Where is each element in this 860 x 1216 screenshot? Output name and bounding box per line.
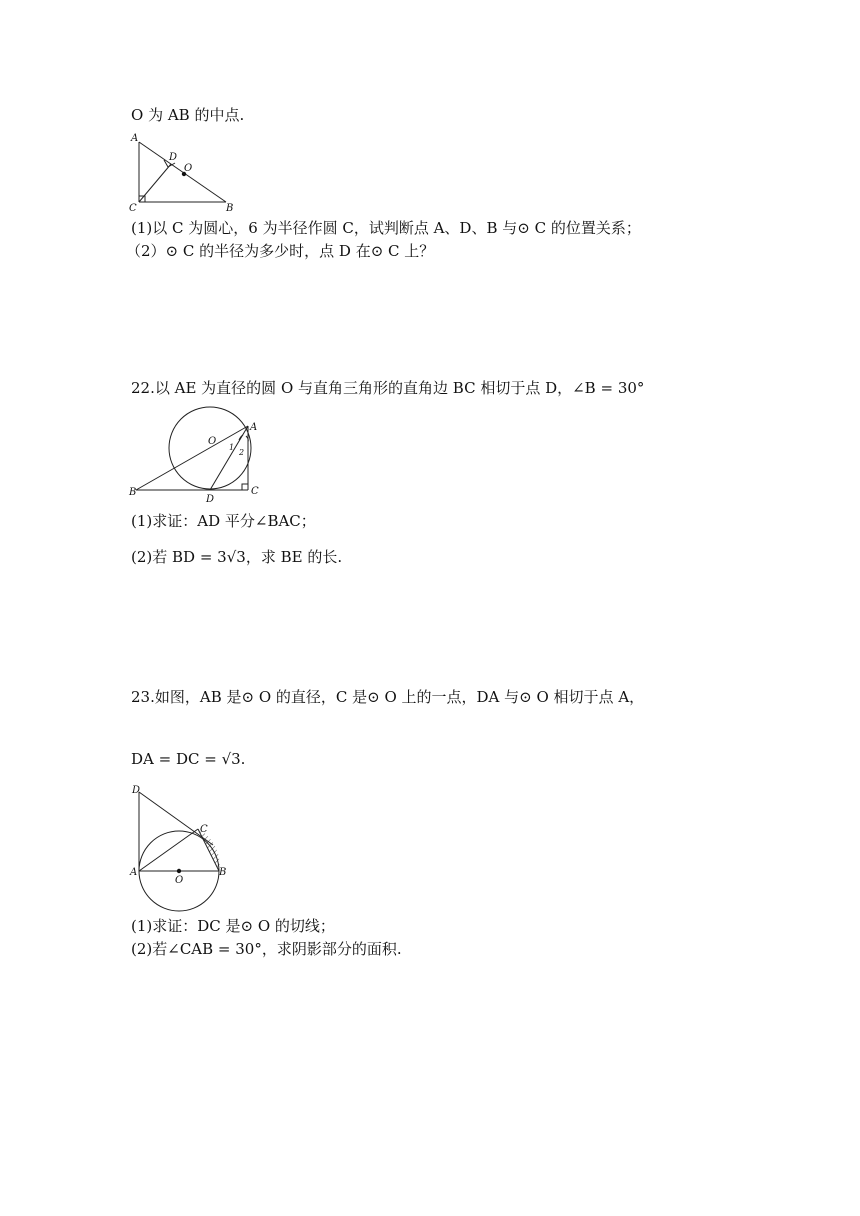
q22-figure [126,406,276,504]
q22-part2: (2)若 BD = 3√3，求 BE 的长. [131,548,343,566]
q23-label-b: B [219,867,227,878]
q23-part1: (1)求证：DC 是⊙ O 的切线； [131,917,335,935]
q22-hypotenuse-ba [136,426,248,490]
q22-stem: 22.以 AE 为直径的圆 O 与直角三角形的直角边 BC 相切于点 D，∠B = 30° [131,379,645,397]
q21-label-o: O [184,163,193,174]
q21-hypotenuse-ab [139,142,226,202]
q22-label-c: C [251,486,259,497]
q23-stem-line1: 23.如图，AB 是⊙ O 的直径，C 是⊙ O 上的一点，DA 与⊙ O 相切于点 A， [131,688,645,706]
q22-label-a: A [250,422,258,433]
q21-part1: (1)以 C 为圆心，6 为半径作圆 C，试判断点 A、D、B 与⊙ C 的位置关系； [131,219,641,237]
q23-label-c: C [200,824,208,835]
q21-part2: （2）⊙ C 的半径为多少时，点 D 在⊙ C 上？ [126,242,435,260]
q23-part2: (2)若∠CAB = 30°，求阴影部分的面积. [131,940,402,958]
q22-angle1-arc [239,435,243,440]
q22-label-o: O [208,436,217,447]
q22-label-angle2: 2 [239,448,245,457]
q23-label-d: D [132,785,141,796]
q22-label-angle1: 1 [229,443,235,452]
q23-center-o [177,869,181,873]
q23-stem-line2: DA = DC = √3. [131,750,246,768]
q22-label-d: D [206,494,215,505]
q23-label-a: A [130,867,138,878]
q21-figure [126,130,246,214]
q23-label-o: O [175,875,184,886]
q23-chord-ac [139,829,198,871]
q21-intro: O 为 AB 的中点. [131,106,245,124]
q21-label-b: B [226,203,234,214]
q22-label-b: B [129,487,137,498]
q23-figure [126,782,236,884]
q22-right-angle-mark-c [242,484,248,490]
q21-label-c: C [129,203,137,214]
q22-part1: (1)求证：AD 平分∠BAC； [131,512,316,530]
q21-label-d: D [169,152,178,163]
q21-label-a: A [131,133,139,144]
